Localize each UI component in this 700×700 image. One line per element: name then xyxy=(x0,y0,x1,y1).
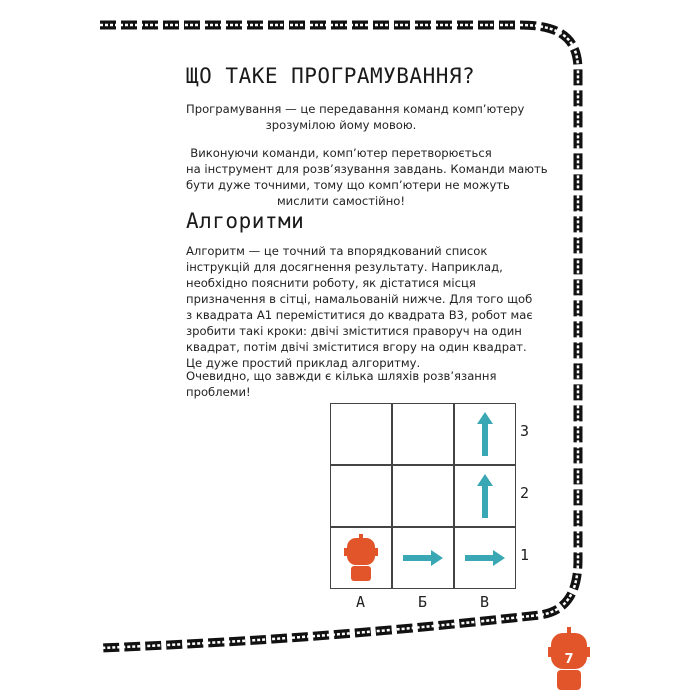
arrow-right-icon xyxy=(455,528,515,588)
text-line: зрозумілою йому мовою. xyxy=(265,118,417,132)
text-line: Виконуючи команди, комп’ютер перетворюється xyxy=(190,146,492,160)
text-line: квадрат, потім двічі зміститися вгору на один квадрат. xyxy=(186,340,527,354)
paragraph-algorithm xyxy=(186,243,533,371)
grid-cell-А1 xyxy=(330,527,392,589)
robot-grid xyxy=(330,403,530,611)
text-line: бути дуже точними, тому що комп’ютери не можуть xyxy=(186,178,510,192)
grid-cell-В2 xyxy=(454,465,516,527)
arrow-right-icon xyxy=(393,528,453,588)
paragraph-commands xyxy=(186,145,548,209)
text-line: Програмування — це передавання команд комп’ютеру xyxy=(186,102,525,116)
row-label: 2 xyxy=(520,484,530,502)
text-line: Це дуже простий приклад алгоритму. xyxy=(186,356,421,370)
paragraph-programming-definition xyxy=(186,101,525,133)
heading-what-is-programming: ЩО ТАКЕ ПРОГРАМУВАННЯ? xyxy=(186,64,476,88)
text-line: мислити самостійно! xyxy=(276,194,406,208)
page-number: 7 xyxy=(564,652,574,667)
heading-algorithms: Алгоритми xyxy=(186,209,305,233)
text-line: необхідно пояснити роботу, як дістатися місця xyxy=(186,276,476,290)
text-line: з квадрата А1 переміститися до квадрата В3, робот має xyxy=(186,308,533,322)
text-line: зробити такі кроки: двічі зміститися праворуч на один xyxy=(186,324,522,338)
column-label: Б xyxy=(418,593,428,611)
text-line: проблеми! xyxy=(186,385,251,399)
row-label: 3 xyxy=(520,422,530,440)
grid-cell-А2 xyxy=(330,465,392,527)
grid-cell-Б3 xyxy=(392,403,454,465)
column-label: А xyxy=(356,593,366,611)
grid-cell-В3 xyxy=(454,403,516,465)
text-line: інструкцій для досягнення результату. Наприклад, xyxy=(186,260,503,274)
grid-cell-В1 xyxy=(454,527,516,589)
arrow-up-icon xyxy=(455,404,515,464)
robot-icon xyxy=(331,528,391,588)
row-label: 1 xyxy=(520,546,530,564)
grid-cell-Б2 xyxy=(392,465,454,527)
paragraph-paths xyxy=(186,368,506,400)
grid-cell-Б1 xyxy=(392,527,454,589)
text-line: Очевидно, що завжди є кілька шляхів розв’язання xyxy=(186,369,497,383)
text-line: на інструмент для розв’язування завдань. Команди мають xyxy=(186,162,548,176)
column-label: В xyxy=(480,593,490,611)
grid-cell-А3 xyxy=(330,403,392,465)
arrow-up-icon xyxy=(455,466,515,526)
text-line: Алгоритм — це точний та впорядкований список xyxy=(186,244,488,258)
text-line: призначення в сітці, намальованій нижче. Для того щоб xyxy=(186,292,533,306)
